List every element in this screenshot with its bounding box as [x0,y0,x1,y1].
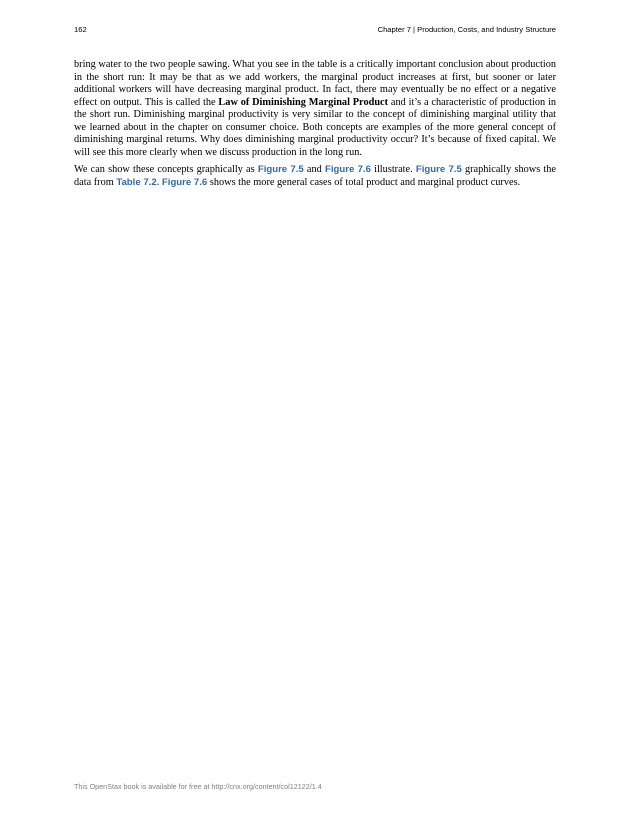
page-footer: This OpenStax book is available for free at http://cnx.org/content/col12122/1.4 [74,782,322,791]
table-7-2-link[interactable]: Table 7.2. [116,176,160,188]
paragraph-text: shows the more general cases of total product and marginal product curves. [207,176,521,188]
figure-7-5-link[interactable]: Figure 7.5 [257,164,304,175]
main-content [74,59,556,194]
figure-7-6-link[interactable]: Figure 7.6 [161,176,208,188]
figure-7-5-link[interactable]: Figure 7.5 [415,164,462,175]
paragraph-text: graphically shows the data from [74,164,556,188]
paragraph-diminishing-marginal-product [74,59,556,159]
paragraph-text: and it’s a characteristic of production in the short run. Diminishing marginal productivity is very similar to the concept of diminishing marginal utility that we learned about in the chapter on consumer choice. Both concepts are examples of the more general concept of diminishing marginal returns. Why does diminishing marginal productivity occur? It’s because of fixed capital. We will see this more clearly when we discuss production in the long run. [74,96,556,158]
page-number: 162 [74,25,87,34]
page-header [74,25,556,37]
key-term: Law of Diminishing Marginal Product [218,96,389,108]
paragraph-text: illustrate. [370,164,416,175]
paragraph-text: and [303,164,325,175]
chapter-title: Chapter 7 | Production, Costs, and Industry Structure [377,25,556,34]
figure-7-6-link[interactable]: Figure 7.6 [324,164,371,175]
paragraph-text: We can show these concepts graphically as [74,164,258,175]
paragraph-text: bring water to the two people sawing. What you see in the table is a critically important conclusion about production in the short run: It may be that as we add workers, the marginal product increases at first, but sooner or later additional workers will have decreasing marginal product. In fact, there may eventually be no effect or a negative effect on output. This is called the [74,59,556,108]
paragraph-graphical-concepts [74,164,556,189]
